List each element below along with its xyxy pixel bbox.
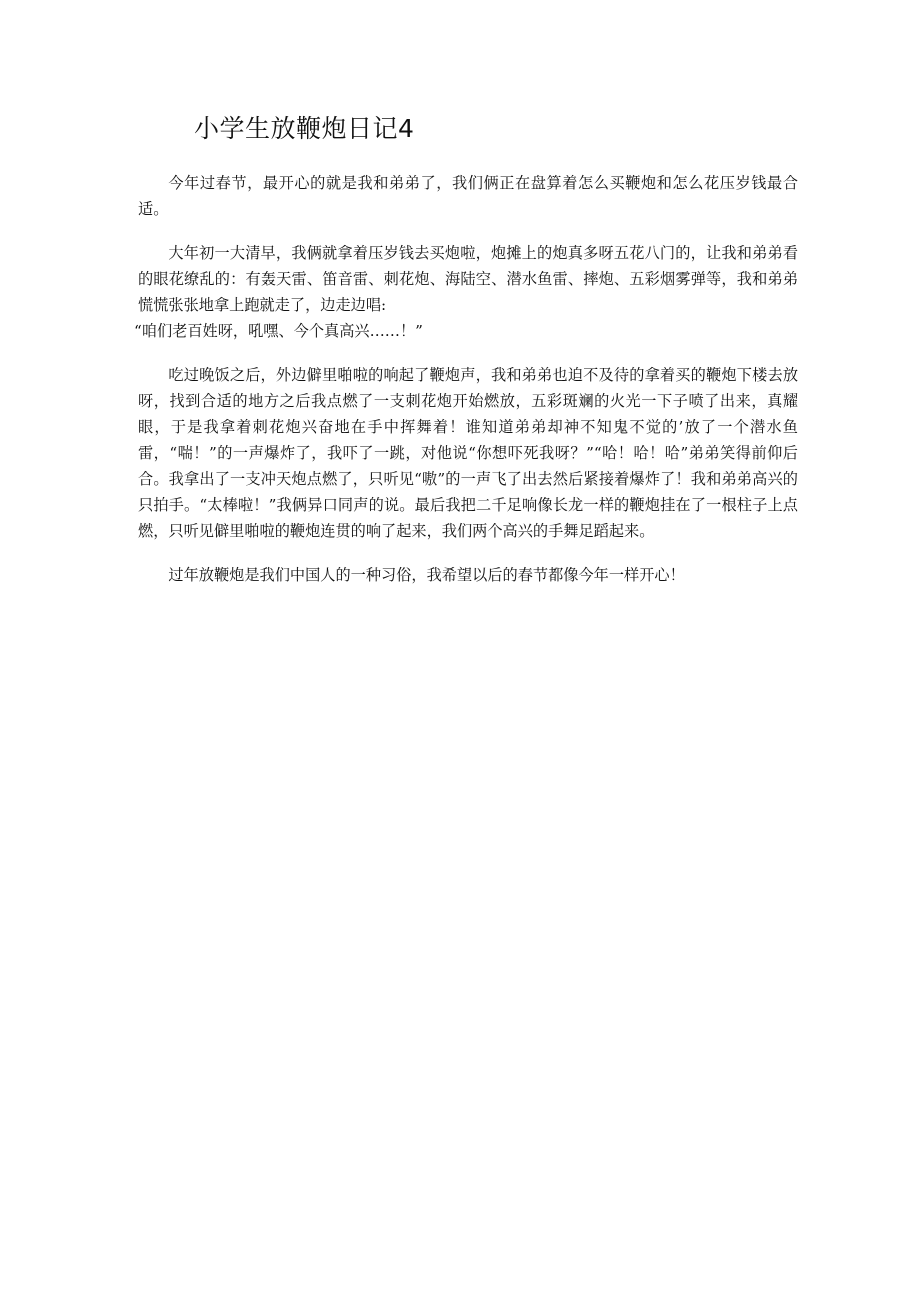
document-body xyxy=(134,170,798,606)
paragraph-4: 过年放鞭炮是我们中国人的一种习俗，我希望以后的春节都像今年一样开心！ xyxy=(168,566,685,584)
quote-line: “咱们老百姓呀，吼嘿、今个真高兴……！” xyxy=(134,322,423,340)
paragraph-1: 今年过春节，最开心的就是我和弟弟了，我们俩正在盘算着怎么买鞭炮和怎么花压岁钱最合适。 xyxy=(138,174,798,218)
paragraph-2: 大年初一大清早，我俩就拿着压岁钱去买炮啦，炮摊上的炮真多呀五花八门的，让我和弟弟看的眼花缭乱的：有轰天雷、笛音雷、刺花炮、海陆空、潜水鱼雷、摔炮、五彩烟雾弹等，我和弟弟慌慌张张地拿上跑就走了，边走边唱: xyxy=(138,244,798,314)
document-title: 小学生放鞭炮日记4 xyxy=(194,114,415,143)
paragraph-3: 吃过晚饭之后，外边僻里啪啦的响起了鞭炮声，我和弟弟也迫不及待的拿着买的鞭炮下楼去放呀，找到合适的地方之后我点燃了一支刺花炮开始燃放，五彩斑斓的火光一下子喷了出来，真耀眼，于是我拿着刺花炮兴奋地在手中挥舞着！谁知道弟弟却神不知鬼不觉的’放了一个潜水鱼雷，“喘！”的一声爆炸了，我吓了一跳，对他说“你想吓死我呀？”“哈！哈！哈”弟弟笑得前仰后合。我拿出了一支冲天炮点燃了，只听见“嗷”的一声飞了出去然后紧接着爆炸了！我和弟弟高兴的只拍手。“太棒啦！”我俩异口同声的说。最后我把二千足响像长龙一样的鞭炮挂在了一根柱子上点燃，只听见僻里啪啦的鞭炮连贯的响了起来，我们两个高兴的手舞足蹈起来。 xyxy=(138,366,798,540)
